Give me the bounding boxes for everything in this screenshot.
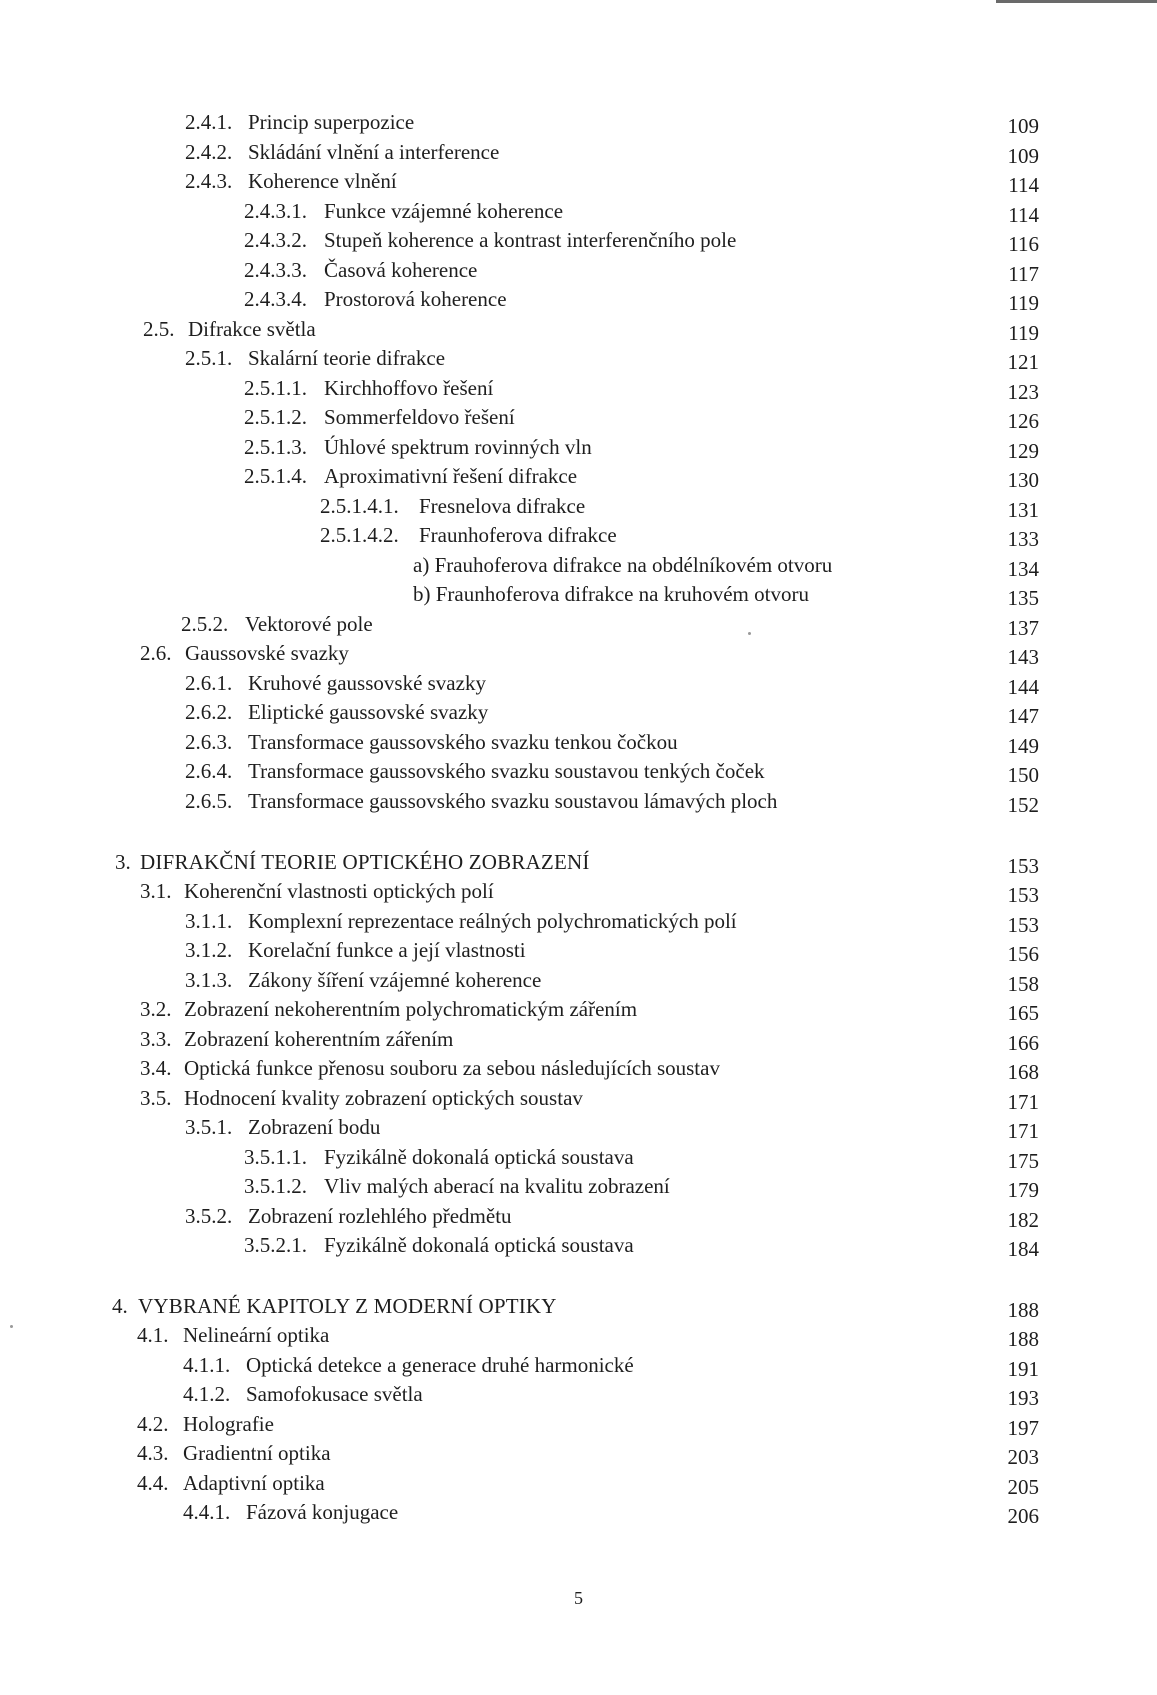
- toc-entry-number: 3.5.: [140, 1086, 172, 1110]
- toc-entry-number: 3.5.2.1.: [244, 1233, 307, 1257]
- toc-entry: [0, 757, 1157, 785]
- toc-entry: [0, 1172, 1157, 1200]
- toc-entry: [0, 1498, 1157, 1526]
- toc-entry-number: 3.5.2.: [185, 1204, 233, 1228]
- toc-entry-page: 168: [1007, 1060, 1039, 1084]
- toc-entry-title: Zobrazení bodu: [248, 1115, 381, 1139]
- toc-entry-number: 2.5.1.1.: [244, 376, 307, 400]
- toc-entry-title: VYBRANÉ KAPITOLY Z MODERNÍ OPTIKY: [138, 1294, 557, 1318]
- toc-entry-page: 137: [1007, 616, 1039, 640]
- toc-entry-page: 116: [1008, 232, 1039, 256]
- page-number: 5: [574, 1588, 583, 1608]
- toc-entry-number: 3.5.1.: [185, 1115, 233, 1139]
- toc-entry-number: 3.5.1.2.: [244, 1174, 307, 1198]
- toc-entry-page: 150: [1007, 763, 1039, 787]
- toc-entry-title: Gradientní optika: [183, 1441, 331, 1465]
- toc-entry-title: Zobrazení nekoherentním polychromatickým zářením: [184, 997, 638, 1021]
- toc-entry-number: 2.5.1.3.: [244, 435, 307, 459]
- toc-entry-title: Fresnelova difrakce: [419, 494, 586, 518]
- toc-entry-page: 143: [1007, 645, 1039, 669]
- toc-entry-number: 2.4.3.3.: [244, 258, 307, 282]
- toc-entry-page: 114: [1008, 203, 1039, 227]
- toc-entry: [0, 315, 1157, 343]
- toc-entry-page: 206: [1007, 1504, 1039, 1528]
- toc-entry-title: Optická detekce a generace druhé harmonické: [246, 1353, 634, 1377]
- toc-entry: [0, 1380, 1157, 1408]
- toc-entry-title: Fyzikálně dokonalá optická soustava: [324, 1145, 634, 1169]
- toc-entry: [0, 197, 1157, 225]
- toc-entry-title: b) Fraunhoferova difrakce na kruhovém otvoru: [413, 582, 809, 606]
- toc-entry-page: 188: [1007, 1298, 1039, 1322]
- toc-entry-title: Transformace gaussovského svazku tenkou čočkou: [248, 730, 678, 754]
- toc-entry-page: 129: [1007, 439, 1039, 463]
- toc-entry-title: Kirchhoffovo řešení: [324, 376, 494, 400]
- toc-entry-title: Difrakce světla: [188, 317, 316, 341]
- toc-entry-number: 2.5.1.4.2.: [320, 523, 399, 547]
- toc-entry: [0, 1321, 1157, 1349]
- toc-entry: [0, 1410, 1157, 1438]
- toc-chapter: [0, 1292, 1157, 1320]
- toc-entry-page: 109: [1007, 144, 1039, 168]
- toc-entry-title: Funkce vzájemné koherence: [324, 199, 564, 223]
- toc-entry-page: 126: [1007, 409, 1039, 433]
- toc-entry-page: 166: [1007, 1031, 1039, 1055]
- toc-entry-page: 131: [1007, 498, 1039, 522]
- toc-entry: [0, 1351, 1157, 1379]
- toc-entry-number: 2.4.3.4.: [244, 287, 307, 311]
- toc-entry-page: 130: [1007, 468, 1039, 492]
- toc-entry-title: Vektorové pole: [245, 612, 373, 636]
- toc-entry-number: 2.5.2.: [181, 612, 229, 636]
- toc-entry-number: 4.1.2.: [183, 1382, 231, 1406]
- toc-entry-title: Fraunhoferova difrakce: [419, 523, 617, 547]
- toc-entry-number: 2.6.4.: [185, 759, 233, 783]
- toc-entry: [0, 877, 1157, 905]
- toc-entry: [0, 610, 1157, 638]
- toc-entry: [0, 551, 1157, 579]
- toc-entry-page: 144: [1007, 675, 1039, 699]
- toc-entry-page: 171: [1007, 1119, 1039, 1143]
- toc-entry-page: 175: [1007, 1149, 1039, 1173]
- toc-entry-page: 205: [1007, 1475, 1039, 1499]
- toc-entry-title: Úhlové spektrum rovinných vln: [324, 435, 592, 459]
- toc-entry-number: 3.3.: [140, 1027, 172, 1051]
- toc-entry: [0, 787, 1157, 815]
- toc-entry-title: Zobrazení koherentním zářením: [184, 1027, 454, 1051]
- toc-entry-page: 158: [1007, 972, 1039, 996]
- toc-entry-title: Zobrazení rozlehlého předmětu: [248, 1204, 512, 1228]
- toc-entry-page: 123: [1007, 380, 1039, 404]
- toc-entry-page: 147: [1007, 704, 1039, 728]
- toc-entry: [0, 907, 1157, 935]
- toc-entry-title: DIFRAKČNÍ TEORIE OPTICKÉHO ZOBRAZENÍ: [140, 850, 590, 874]
- toc-entry-number: 2.4.3.1.: [244, 199, 307, 223]
- toc-entry: [0, 728, 1157, 756]
- scan-speck: [10, 1325, 13, 1328]
- toc-entry: [0, 1084, 1157, 1112]
- toc-entry: [0, 580, 1157, 608]
- toc-entry-number: 2.5.1.: [185, 346, 233, 370]
- toc-entry-title: Zákony šíření vzájemné koherence: [248, 968, 542, 992]
- toc-entry-page: 193: [1007, 1386, 1039, 1410]
- toc-entry-number: 2.4.2.: [185, 140, 233, 164]
- toc-entry-page: 165: [1007, 1001, 1039, 1025]
- toc-entry: [0, 285, 1157, 313]
- toc-entry: [0, 462, 1157, 490]
- toc-entry-number: 2.4.3.: [185, 169, 233, 193]
- toc-entry-page: 197: [1007, 1416, 1039, 1440]
- toc-entry-page: 119: [1008, 321, 1039, 345]
- toc-entry-title: Sommerfeldovo řešení: [324, 405, 515, 429]
- toc-entry-number: 3.: [115, 850, 131, 874]
- toc-entry-page: 121: [1007, 350, 1039, 374]
- toc-entry: [0, 995, 1157, 1023]
- toc-entry: [0, 1202, 1157, 1230]
- toc-entry-page: 191: [1007, 1357, 1039, 1381]
- toc-entry-page: 179: [1007, 1178, 1039, 1202]
- toc-entry-page: 133: [1007, 527, 1039, 551]
- toc-entry-number: 2.6.3.: [185, 730, 233, 754]
- toc-entry-number: 3.1.3.: [185, 968, 233, 992]
- toc-entry-number: 3.1.1.: [185, 909, 233, 933]
- toc-entry-title: Hodnocení kvality zobrazení optických soustav: [184, 1086, 583, 1110]
- toc-entry-page: 153: [1007, 854, 1039, 878]
- toc-entry-page: 119: [1008, 291, 1039, 315]
- toc-entry-title: Fázová konjugace: [246, 1500, 399, 1524]
- toc-entry: [0, 108, 1157, 136]
- toc-entry-title: Transformace gaussovského svazku soustavou tenkých čoček: [248, 759, 765, 783]
- toc-entry-title: Koherence vlnění: [248, 169, 397, 193]
- toc-entry-number: 2.4.1.: [185, 110, 233, 134]
- toc-entry-title: a) Frauhoferova difrakce na obdélníkovém otvoru: [413, 553, 833, 577]
- toc-entry: [0, 1054, 1157, 1082]
- toc-entry: [0, 936, 1157, 964]
- toc-entry-number: 2.6.5.: [185, 789, 233, 813]
- toc-entry-number: 4.1.: [137, 1323, 169, 1347]
- toc-entry-page: 184: [1007, 1237, 1039, 1261]
- toc-entry: [0, 138, 1157, 166]
- toc-entry-title: Koherenční vlastnosti optických polí: [184, 879, 494, 903]
- toc-entry-number: 3.1.2.: [185, 938, 233, 962]
- toc-entry-number: 4.4.: [137, 1471, 169, 1495]
- toc-entry-title: Aproximativní řešení difrakce: [324, 464, 578, 488]
- toc-entry-title: Gaussovské svazky: [185, 641, 349, 665]
- toc-entry-number: 4.4.1.: [183, 1500, 231, 1524]
- toc-entry: [0, 344, 1157, 372]
- toc-entry-number: 4.1.1.: [183, 1353, 231, 1377]
- toc-entry-title: Skalární teorie difrakce: [248, 346, 446, 370]
- toc-entry-number: 2.5.1.4.: [244, 464, 307, 488]
- toc-entry-page: 153: [1007, 883, 1039, 907]
- toc-entry: [0, 521, 1157, 549]
- toc-entry-title: Holografie: [183, 1412, 274, 1436]
- toc-entry-number: 2.5.: [143, 317, 175, 341]
- toc-entry-title: Stupeň koherence a kontrast interferenčního pole: [324, 228, 737, 252]
- toc-entry-number: 3.1.: [140, 879, 172, 903]
- toc-entry: [0, 433, 1157, 461]
- toc-entry-page: 171: [1007, 1090, 1039, 1114]
- toc-entry-number: 2.5.1.4.1.: [320, 494, 399, 518]
- toc-entry-title: Eliptické gaussovské svazky: [248, 700, 489, 724]
- toc-entry-number: 2.4.3.2.: [244, 228, 307, 252]
- toc-entry: [0, 403, 1157, 431]
- toc-entry-page: 182: [1007, 1208, 1039, 1232]
- toc-entry-page: 109: [1007, 114, 1039, 138]
- toc-entry-number: 2.6.1.: [185, 671, 233, 695]
- toc-entry-title: Kruhové gaussovské svazky: [248, 671, 486, 695]
- toc-entry-title: Vliv malých aberací na kvalitu zobrazení: [324, 1174, 670, 1198]
- toc-entry-title: Optická funkce přenosu souboru za sebou následujících soustav: [184, 1056, 720, 1080]
- toc-entry-page: 188: [1007, 1327, 1039, 1351]
- toc-entry: [0, 1469, 1157, 1497]
- toc-entry-page: 152: [1007, 793, 1039, 817]
- toc-entry: [0, 167, 1157, 195]
- toc-entry-page: 117: [1008, 262, 1039, 286]
- toc-entry-number: 3.5.1.1.: [244, 1145, 307, 1169]
- toc-entry: [0, 966, 1157, 994]
- toc-entry-number: 4.3.: [137, 1441, 169, 1465]
- toc-entry-title: Prostorová koherence: [324, 287, 507, 311]
- toc-entry-number: 3.2.: [140, 997, 172, 1021]
- toc-entry: [0, 698, 1157, 726]
- toc-entry-page: 114: [1008, 173, 1039, 197]
- toc-entry-page: 135: [1007, 586, 1039, 610]
- toc-entry-title: Samofokusace světla: [246, 1382, 423, 1406]
- toc-entry: [0, 639, 1157, 667]
- toc-entry-number: 4.2.: [137, 1412, 169, 1436]
- toc-entry: [0, 256, 1157, 284]
- toc-entry: [0, 374, 1157, 402]
- toc-entry-page: 203: [1007, 1445, 1039, 1469]
- toc-entry: [0, 669, 1157, 697]
- toc-entry-number: 4.: [112, 1294, 128, 1318]
- toc-entry-title: Fyzikálně dokonalá optická soustava: [324, 1233, 634, 1257]
- toc-entry: [0, 1439, 1157, 1467]
- toc-entry-title: Komplexní reprezentace reálných polychromatických polí: [248, 909, 737, 933]
- toc-entry-page: 153: [1007, 913, 1039, 937]
- toc-entry-title: Skládání vlnění a interference: [248, 140, 500, 164]
- toc-chapter: [0, 848, 1157, 876]
- toc-entry-title: Nelineární optika: [183, 1323, 330, 1347]
- toc-entry-title: Princip superpozice: [248, 110, 415, 134]
- toc-entry-title: Korelační funkce a její vlastnosti: [248, 938, 526, 962]
- toc-entry: [0, 492, 1157, 520]
- toc-entry-number: 2.5.1.2.: [244, 405, 307, 429]
- toc-entry: [0, 1113, 1157, 1141]
- toc-entry: [0, 1143, 1157, 1171]
- toc-entry-number: 3.4.: [140, 1056, 172, 1080]
- toc-entry-title: Časová koherence: [324, 258, 478, 282]
- toc-entry-title: Transformace gaussovského svazku soustavou lámavých ploch: [248, 789, 778, 813]
- toc-entry-number: 2.6.2.: [185, 700, 233, 724]
- toc-entry: [0, 1231, 1157, 1259]
- scan-speck: [748, 632, 751, 635]
- toc-entry-number: 2.6.: [140, 641, 172, 665]
- toc-entry-page: 134: [1007, 557, 1039, 581]
- toc-entry-title: Adaptivní optika: [183, 1471, 325, 1495]
- toc-entry-page: 156: [1007, 942, 1039, 966]
- toc-entry: [0, 226, 1157, 254]
- toc-entry: [0, 1025, 1157, 1053]
- toc-entry-page: 149: [1007, 734, 1039, 758]
